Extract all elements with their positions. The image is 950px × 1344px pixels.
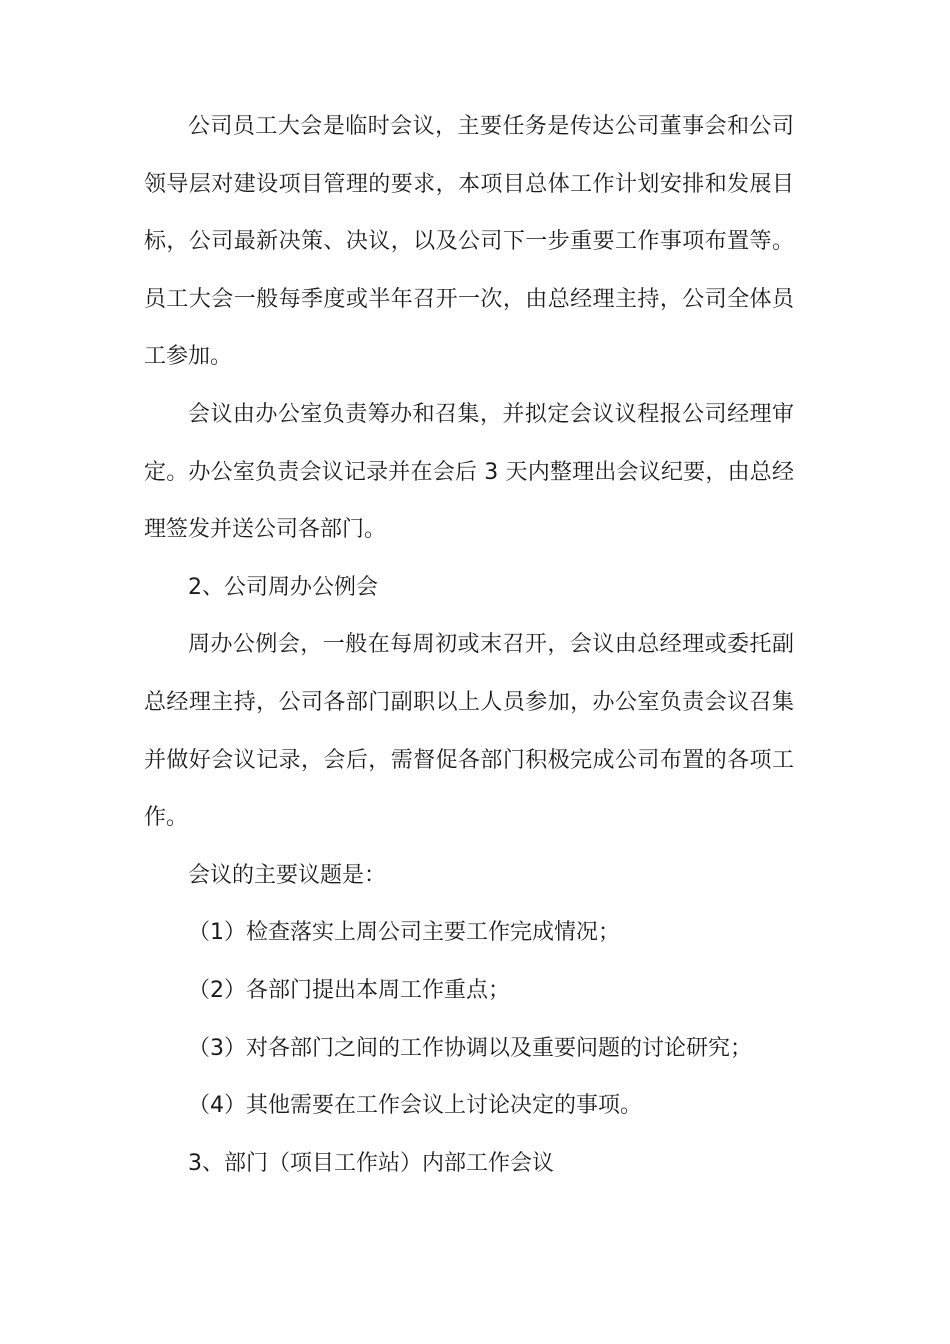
heading-department-meeting: 3、部门（项目工作站）内部工作会议: [188, 1150, 554, 1176]
paragraph-meeting-organization: 会议由办公室负责筹办和召集，并拟定会议议程报公司经理审定。办公室负责会议记录并在会后 3 天内整理出会议纪要，由总经理签发并送公司各部门。: [144, 401, 794, 543]
paragraph-staff-meeting: 公司员工大会是临时会议，主要任务是传达公司董事会和公司领导层对建设项目管理的要求，本项目总体工作计划安排和发展目标，公司最新决策、决议，以及公司下一步重要工作事项布置等。员工大会一般每季度或半年召开一次，由总经理主持，公司全体员工参加。: [144, 114, 794, 370]
paragraph-main-topics: 会议的主要议题是：: [188, 862, 387, 888]
heading-weekly-meeting: 2、公司周办公例会: [188, 574, 378, 600]
list-item-topic-3: （3）对各部门之间的工作协调以及重要问题的讨论研究；: [188, 1035, 752, 1061]
list-item-topic-2: （2）各部门提出本周工作重点；: [188, 977, 510, 1003]
list-item-topic-4: （4）其他需要在工作会议上讨论决定的事项。: [188, 1093, 642, 1119]
list-item-topic-1: （1）检查落实上周公司主要工作完成情况；: [188, 920, 620, 946]
paragraph-weekly-meeting: 周办公例会，一般在每周初或末召开，会议由总经理或委托副总经理主持，公司各部门副职以上人员参加，办公室负责会议召集并做好会议记录，会后，需督促各部门积极完成公司布置的各项工作。: [144, 632, 794, 831]
document-body: [144, 98, 794, 1192]
